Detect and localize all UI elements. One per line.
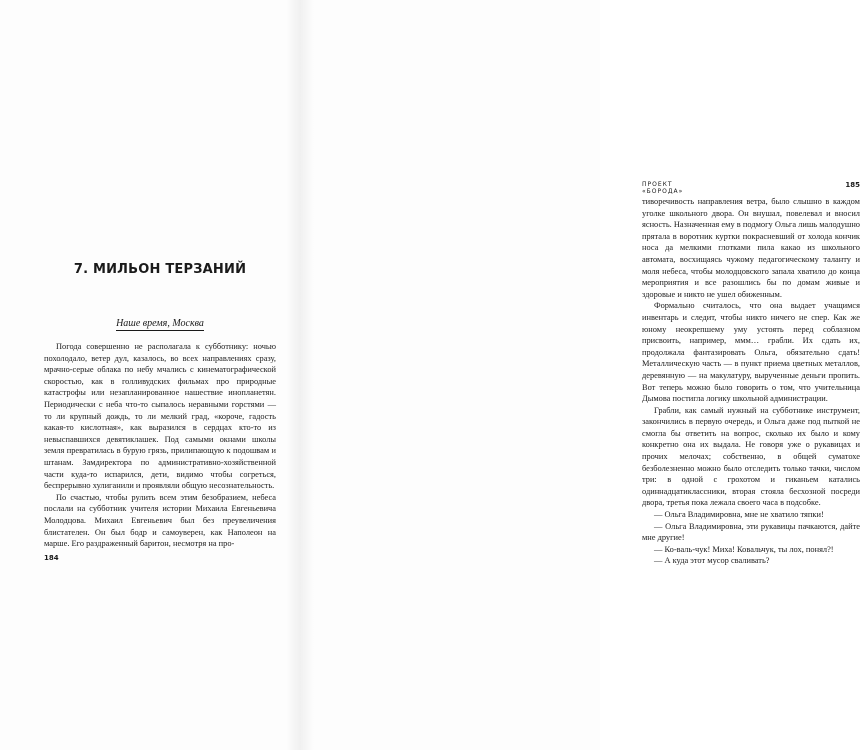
page-number-left: 184: [44, 554, 59, 562]
section-subheading: [44, 318, 276, 329]
right-page-body: [642, 196, 860, 567]
dialogue-line: — Ольга Владимировна, эти рукавицы пачкаются, дайте мне другие!: [642, 521, 860, 543]
right-page: [300, 0, 860, 750]
body-paragraph: Грабли, как самый нужный на субботнике инструмент, закончились в первую очередь, и Ольга даже под пыткой не смогла бы ответить на вопрос, сколько их было и кому конкретно она их выдала. Не говоря уже о рукавицах и прочих мелочах; собственно, в общей суматохе безболезненно можно было отследить только тачки, числом три: в одной с грохотом и гиканьем катались одиннадцатиклассники, вторая стояла бесхозной посреди двора, третья пока лежала своего часа в подсобке.: [642, 405, 860, 508]
page-number-right: 185: [845, 181, 860, 189]
gutter-shadow-left: [286, 0, 300, 750]
left-page: [0, 0, 300, 750]
dialogue-line: — Ко-валь-чук! Миха! Ковальчук, ты лох, понял?!: [654, 544, 834, 554]
body-paragraph: Погода совершенно не располагала к субботнику: ночью похолодало, ветер дул, казалось, во всех направлениях сразу, мрачно-серые облака по небу мчались с кинематографической скоростью, как в голливудских фильмах про природные катастрофы или незапланированное нашествие инопланетян. Периодически с неба что-то сыпалось неравными горстями — то ли крупный дождь, то ли мелкий град, «короче, гадость какая-то кислотная», как выразился в сердцах кто-то из невыспавшихся девятиклашек. Под самыми окнами школы земля превратилась в бурую грязь, прилипающую к подошвам и штанам. Замдиректора по административно-хозяйственной части куда-то испарился, дети, видимо чтобы согреться, беспрерывно хулиганили и проявляли общую несознательность.: [44, 342, 276, 491]
subheading-text: Наше время, Москва: [116, 318, 204, 329]
dialogue-line: — А куда этот мусор сваливать?: [654, 556, 770, 566]
chapter-title: 7. МИЛЬОН ТЕРЗАНИЙ: [73, 262, 247, 277]
running-head: ПРОЕКТ «БОРОДА»: [642, 181, 684, 195]
left-page-body: [44, 341, 276, 550]
dialogue-line: — Ольга Владимировна, мне не хватило тяпки!: [654, 510, 824, 520]
gutter-shadow-right: [300, 0, 314, 750]
body-paragraph: тиворечивость направления ветра, было слышно в каждом уголке школьного двора. Он внушал, повелевал и вносил ясность. Назначенная ему в подмогу Ольга лишь малодушно прятала в воротник куртки покрасневший от холода кончик носа да мелкими глотками пила какао из школьного автомата, восхищаясь чужому педагогическому таланту и моля небеса, чтобы молодцовского запала хватило до конца мероприятия и все разошлись бы по домам живые и здоровые и никто не ушел обиженным.: [642, 197, 860, 299]
body-paragraph: По счастью, чтобы рулить всем этим безобразием, небеса послали на субботник учителя истории Михаила Евгеньевича Молодцова. Михаил Евгеньевич был без преувеличения блистателен. Он был бодр и самоуверен, как Наполеон на марше. Его раздраженный баритон, несмотря на про-: [44, 492, 276, 549]
body-paragraph: Формально считалось, что она выдает учащимся инвентарь и следит, чтобы никто ничего не спер. Как же юному неокрепшему уму устоять перед соблазном присвоить, например, ммм… грабли. Их сдать их, продолжала фантазировать Ольга, обязательно сдать! Металлическую часть — в пункт приема цветных металлов, деревянную — на макулатуру, вырученные деньги пропить. Вот теперь можно было говорить о том, что учительница Дымова постигла логику школьной администрации.: [642, 301, 860, 404]
